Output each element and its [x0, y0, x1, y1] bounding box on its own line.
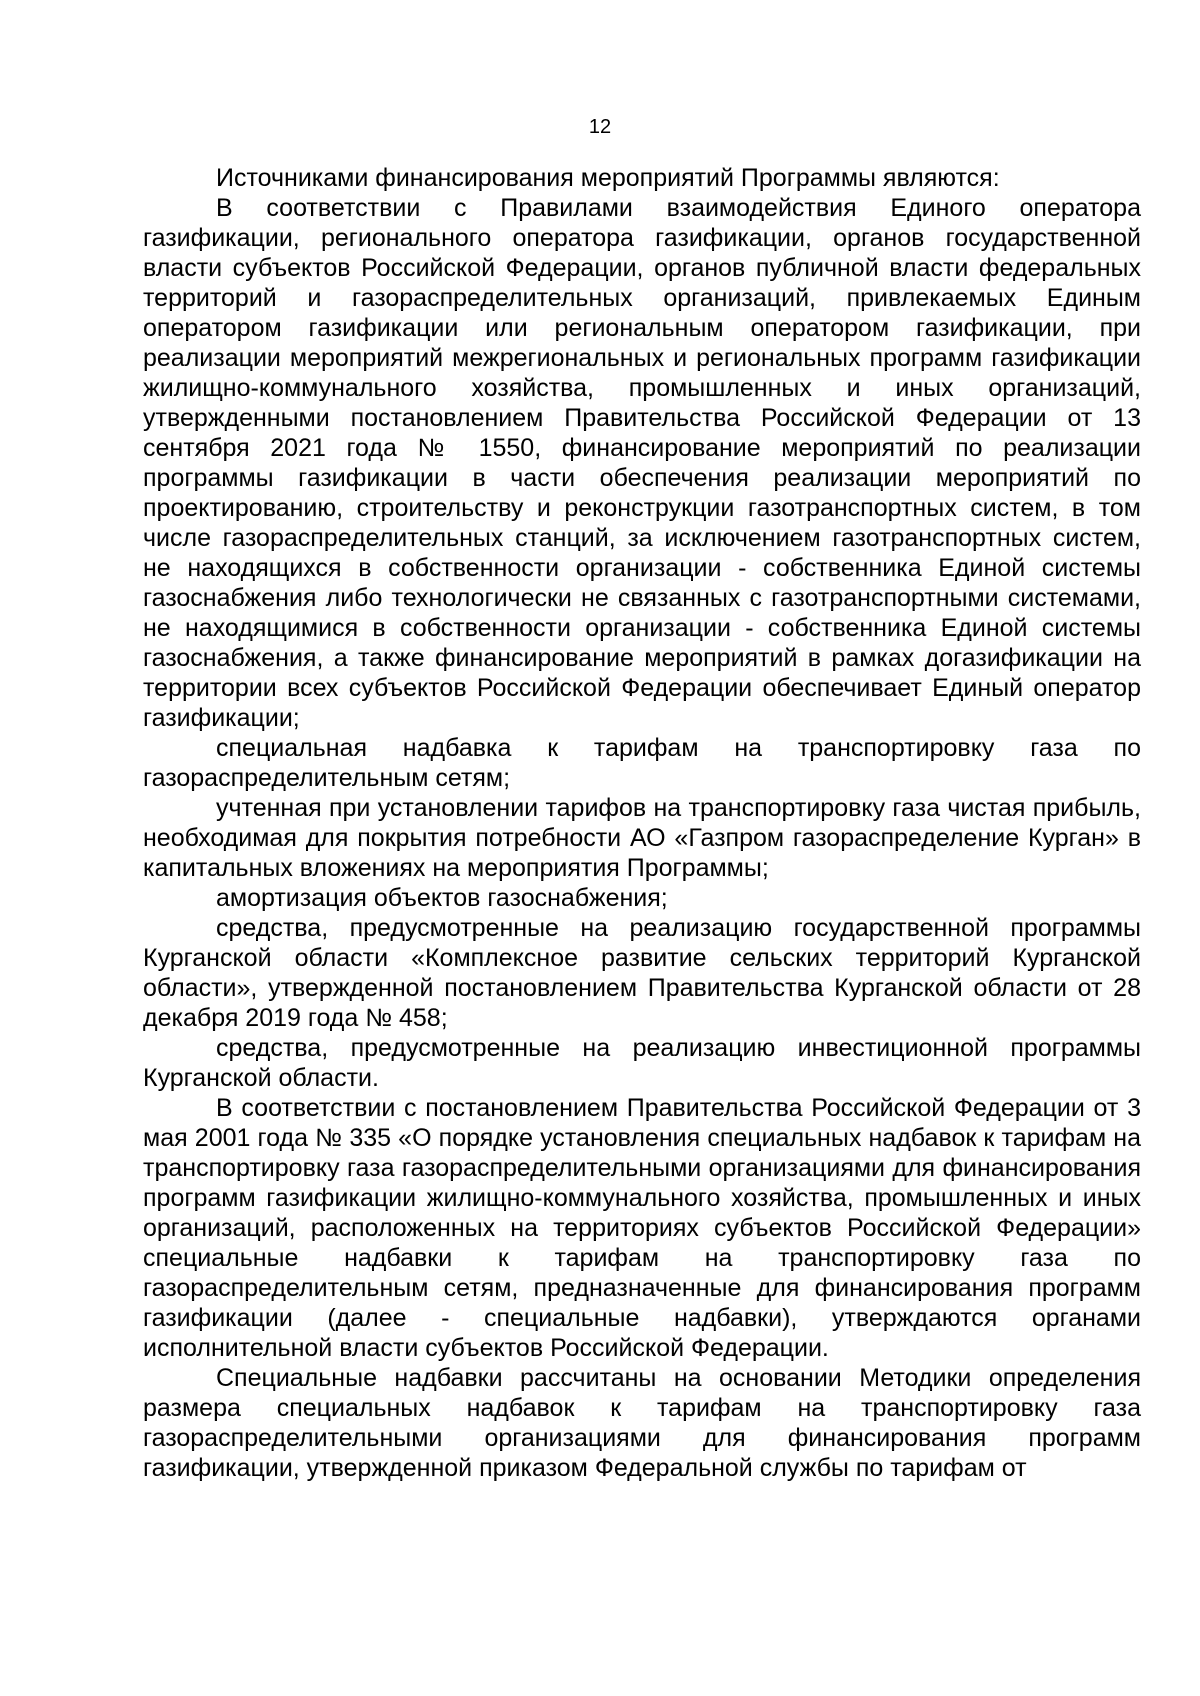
paragraph-special-surcharge: специальная надбавка к тарифам на транспортировку газа по газораспределительным сетям;: [143, 734, 1141, 792]
page-number: 12: [588, 116, 612, 138]
paragraph-state-program-funds: средства, предусмотренные на реализацию государственной программы Курганской области «Комплексное развитие сельских территорий Курганской области», утвержденной постановлением Правительства Курганской области от 28 декабря 2019 года № 458;: [143, 914, 1141, 1032]
document-body: [143, 163, 1141, 1483]
paragraph-investment-program-funds: средства, предусмотренные на реализацию инвестиционной программы Курганской области.: [143, 1034, 1141, 1092]
paragraph-net-profit: учтенная при установлении тарифов на транспортировку газа чистая прибыль, необходимая для покрытия потребности АО «Газпром газораспределение Курган» в капитальных вложениях на мероприятия Программы;: [143, 794, 1141, 882]
paragraph-surcharge-methodology: Специальные надбавки рассчитаны на основании Методики определения размера специальных надбавок к тарифам на транспортировку газа газораспределительными организациями для финансирования программ газификации, утвержденной приказом Федеральной службы по тарифам от: [143, 1364, 1141, 1482]
paragraph-government-decree-335: В соответствии с постановлением Правительства Российской Федерации от 3 мая 2001 года № 335 «О порядке установления специальных надбавок к тарифам на транспортировку газа газораспределительными организациями для финансирования программ газификации жилищно-коммунального хозяйства, промышленных и иных организаций, расположенных на территориях субъектов Российской Федерации» специальные надбавки к тарифам на транспортировку газа по газораспределительным сетям, предназначенные для финансирования программ газификации (далее - специальные надбавки), утверждаются органами исполнительной власти субъектов Российской Федерации.: [143, 1094, 1141, 1362]
paragraph-depreciation: амортизация объектов газоснабжения;: [216, 884, 668, 912]
paragraph-funding-sources-intro: Источниками финансирования мероприятий Программы являются:: [216, 164, 1000, 192]
paragraph-unified-operator-rules: В соответствии с Правилами взаимодействия Единого оператора газификации, регионального оператора газификации, органов государственной власти субъектов Российской Федерации, органов публичной власти федеральных территорий и газораспределительных организаций, привлекаемых Единым оператором газификации или региональным оператором газификации, при реализации мероприятий межрегиональных и региональных программ газификации жилищно-коммунального хозяйства, промышленных и иных организаций, утвержденными постановлением Правительства Российской Федерации от 13 сентября 2021 года № 1550, финансирование мероприятий по реализации программы газификации в части обеспечения реализации мероприятий по проектированию, строительству и реконструкции газотранспортных систем, в том числе газораспределительных станций, за исключением газотранспортных систем, не находящихся в собственности организации - собственника Единой системы газоснабжения либо технологически не связанных с газотранспортными системами, не находящимися в собственности организации - собственника Единой системы газоснабжения, а также финансирование мероприятий в рамках догазификации на территории всех субъектов Российской Федерации обеспечивает Единый оператор газификации;: [143, 194, 1141, 732]
